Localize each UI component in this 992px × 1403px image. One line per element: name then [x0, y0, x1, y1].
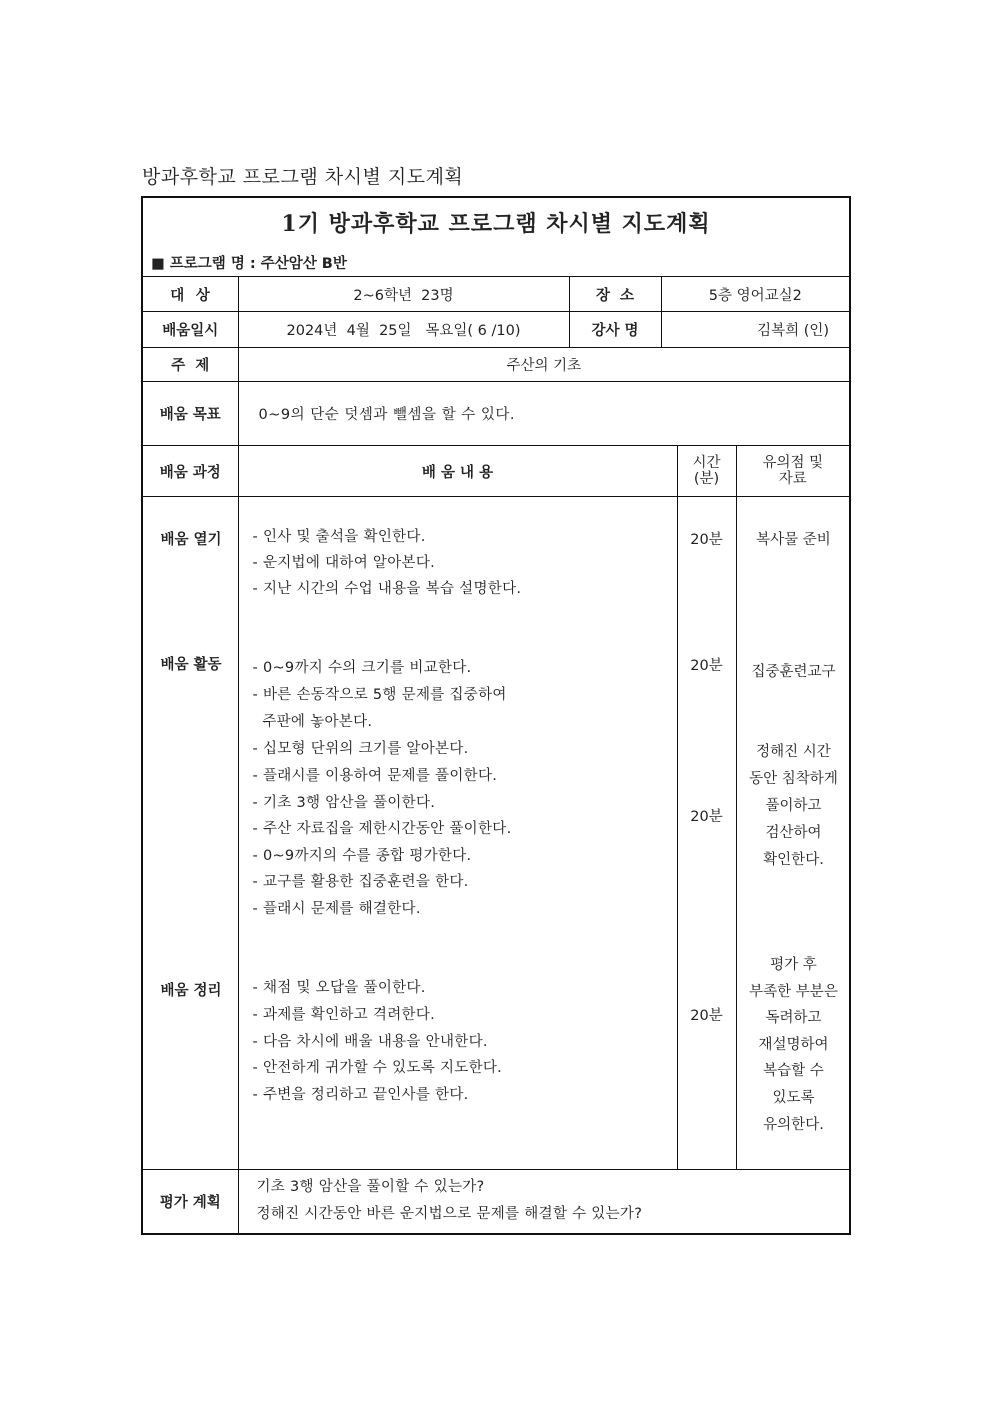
note-line: 유의한다.	[763, 1117, 824, 1133]
content-line: - 바른 손동작으로 5행 문제를 집중하여	[252, 687, 507, 703]
content-line: - 인사 및 출석을 확인한다.	[252, 529, 426, 545]
target-value: 2~6학년 23명	[238, 277, 569, 312]
goal-label: 배움 목표	[142, 382, 238, 446]
time-value: 20분	[690, 532, 723, 548]
goal-value: 0~9의 단순 덧셈과 뺄셈을 할 수 있다.	[238, 382, 850, 446]
notes-header-line1: 유의점 및	[762, 455, 824, 471]
content-cell	[238, 497, 677, 1170]
note-line: 동안 침착하게	[749, 771, 838, 787]
time-value: 20분	[690, 1008, 723, 1024]
date-row	[142, 312, 850, 348]
content-line: - 플래시 문제를 해결한다.	[252, 901, 421, 917]
note-line: 복사물 준비	[756, 532, 831, 548]
teacher-label: 강사 명	[569, 312, 661, 348]
evaluation-cell	[238, 1170, 850, 1234]
evaluation-line: 기초 3행 암산을 풀이할 수 있는가?	[256, 1179, 485, 1196]
process-cell	[142, 497, 238, 1170]
note-line: 정해진 시간	[756, 744, 831, 760]
time-value: 20분	[690, 809, 723, 825]
note-line: 집중훈련교구	[751, 664, 836, 680]
time-header	[677, 446, 736, 497]
content-line: - 0~9까지의 수를 종합 평가한다.	[252, 848, 472, 864]
note-line: 풀이하고	[765, 798, 822, 814]
page-heading: 방과후학교 프로그램 차시별 지도계획	[142, 166, 464, 188]
content-line: 주판에 놓아본다.	[252, 714, 373, 730]
note-line: 확인한다.	[763, 852, 824, 868]
time-value: 20분	[690, 658, 723, 674]
title-cell	[142, 197, 850, 277]
process-header: 배움 과정	[142, 446, 238, 497]
target-label: 대 상	[142, 277, 238, 312]
content-line: - 주산 자료집을 제한시간동안 풀이한다.	[252, 821, 512, 837]
topic-label: 주 제	[142, 348, 238, 382]
note-line: 복습할 수	[763, 1063, 824, 1079]
date-value: 2024년 4월 25일 목요일( 6 /10)	[238, 312, 569, 348]
content-line: - 채점 및 오답을 풀이한다.	[252, 980, 426, 996]
content-line: - 지난 시간의 수업 내용을 복습 설명한다.	[252, 581, 522, 597]
evaluation-line: 정해진 시간동안 바른 운지법으로 문제를 해결할 수 있는가?	[256, 1206, 643, 1223]
content-line: - 과제를 확인하고 격려한다.	[252, 1007, 436, 1023]
content-line: - 십모형 단위의 크기를 알아본다.	[252, 741, 469, 757]
content-line: - 플래시를 이용하여 문제를 풀이한다.	[252, 768, 498, 784]
place-value: 5층 영어교실2	[661, 277, 850, 312]
target-row	[142, 277, 850, 312]
title-row	[142, 197, 850, 277]
teacher-value: 김복희 (인)	[661, 312, 850, 348]
stage-opening: 배움 열기	[160, 532, 222, 548]
note-line: 검산하여	[765, 825, 822, 841]
time-cell	[677, 497, 736, 1170]
notes-header-line2: 자료	[778, 471, 807, 487]
note-line: 재설명하여	[758, 1037, 829, 1053]
plan-title: 1기 방과후학교 프로그램 차시별 지도계획	[281, 211, 711, 237]
header-row	[142, 446, 850, 497]
content-line: - 교구를 활용한 집중훈련을 한다.	[252, 874, 469, 890]
time-header-line2: (분)	[693, 471, 720, 487]
content-line: - 주변을 정리하고 끝인사를 한다.	[252, 1087, 469, 1103]
content-line: - 0~9까지 수의 크기를 비교한다.	[252, 660, 472, 676]
program-name: ■ 프로그램 명 : 주산암산 B반	[151, 256, 347, 272]
evaluation-label: 평가 계획	[142, 1170, 238, 1234]
topic-row	[142, 348, 850, 382]
content-line: - 안전하게 귀가할 수 있도록 지도한다.	[252, 1060, 503, 1076]
note-line: 평가 후	[770, 957, 817, 973]
time-header-line1: 시간	[692, 455, 721, 471]
content-header: 배 움 내 용	[238, 446, 677, 497]
stage-activity: 배움 활동	[160, 657, 222, 673]
notes-cell	[736, 497, 850, 1170]
topic-value: 주산의 기초	[238, 348, 850, 382]
body-row	[142, 497, 850, 1170]
note-line: 부족한 부분은	[749, 984, 838, 1000]
note-line: 있도록	[772, 1090, 815, 1106]
content-line: - 운지법에 대하여 알아본다.	[252, 555, 436, 571]
date-label: 배움일시	[142, 312, 238, 348]
place-label: 장 소	[569, 277, 661, 312]
content-line: - 다음 차시에 배울 내용을 안내한다.	[252, 1034, 488, 1050]
note-line: 독려하고	[765, 1010, 822, 1026]
evaluation-row	[142, 1170, 850, 1234]
content-line: - 기초 3행 암산을 풀이한다.	[252, 795, 436, 811]
goal-row	[142, 382, 850, 446]
lesson-plan-table	[141, 196, 851, 1235]
stage-wrapup: 배움 정리	[160, 983, 222, 999]
notes-header	[736, 446, 850, 497]
